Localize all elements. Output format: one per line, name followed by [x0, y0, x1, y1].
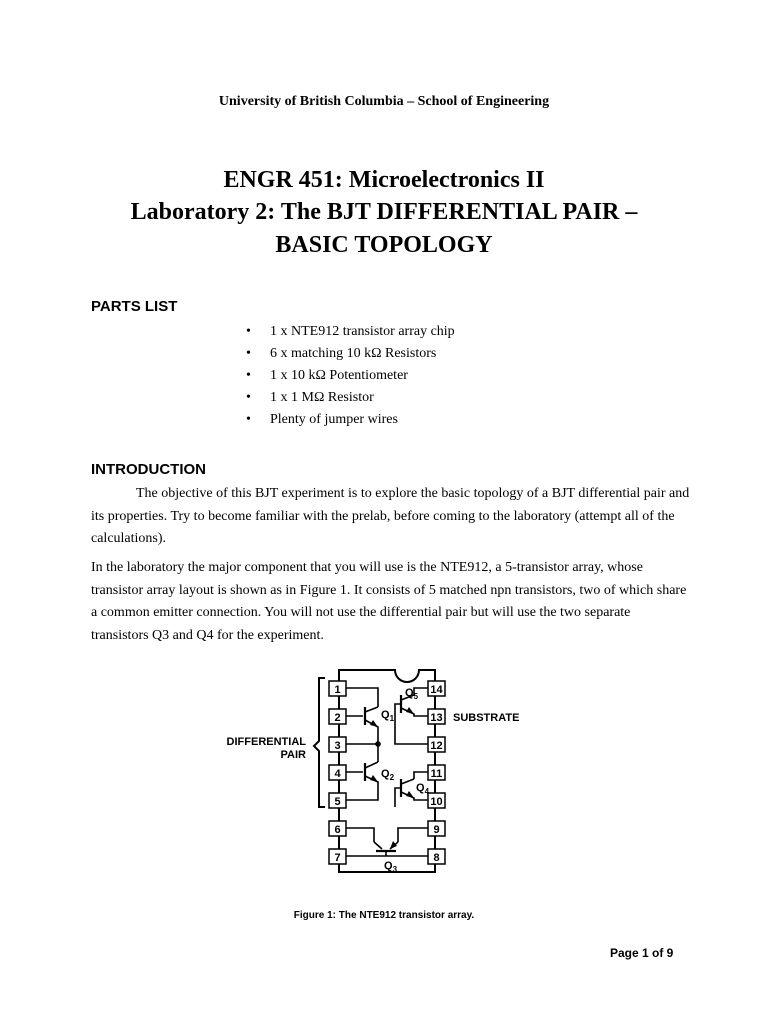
- figure-caption: Figure 1: The NTE912 transistor array.: [293, 910, 475, 921]
- parts-list-item: • 1 x 10 kΩ Potentiometer: [246, 365, 455, 387]
- q1-emitter-arrow: [370, 720, 378, 727]
- lab-title-line1: Laboratory 2: The BJT DIFFERENTIAL PAIR –: [130, 199, 638, 225]
- parts-list-item: • 1 x 1 MΩ Resistor: [246, 387, 455, 409]
- parts-list-item: • Plenty of jumper wires: [246, 409, 455, 431]
- q5-emitter-arrow: [406, 707, 414, 714]
- q3-left-wire: [346, 828, 374, 842]
- pin-label: 8: [433, 852, 440, 864]
- q4-label: Q: [416, 782, 425, 794]
- pin-label: 7: [334, 852, 341, 864]
- svg-text:Q2: $Q_2$: [381, 768, 395, 782]
- pin-label: 1: [334, 684, 341, 696]
- institution-header: University of British Columbia – School of Engineering: [218, 94, 550, 109]
- q2-label: Q: [381, 768, 390, 780]
- pin-label: 4: [334, 768, 341, 780]
- pin-label: 11: [430, 768, 443, 780]
- pin-label: 10: [430, 796, 443, 808]
- parts-list-heading: PARTS LIST: [91, 298, 178, 315]
- parts-list-item: • 6 x matching 10 kΩ Resistors: [246, 343, 455, 365]
- q5-label: Q: [405, 687, 414, 699]
- intro-paragraph-2: In the laboratory the major component that you will use is the NTE912, a 5-transistor array, whose transistor array layout is shown as in Figure 1. It consists of 5 matched npn transistors, two of which share a common emitter connection. You will not use the differential pair but will use the two separate transistors Q3 and Q4 for the experiment.: [91, 560, 687, 643]
- bullet-icon: •: [246, 412, 251, 427]
- pin-label: 2: [334, 712, 341, 724]
- nte912-pinout-figure: [210, 665, 540, 880]
- intro-paragraph-1: The objective of this BJT experiment is to explore the basic topology of a BJT differential pair and its properties. Try to become familiar with the prelab, before coming to the laboratory (attempt all of the calculations).: [91, 486, 690, 546]
- q4-collector-wire: [414, 772, 428, 779]
- svg-text:Q3: $Q_3$: [384, 860, 398, 874]
- q3-emitter-arrow: [390, 841, 397, 849]
- svg-text:Q1: $Q_1$: [381, 709, 395, 723]
- q1-label: Q: [381, 709, 390, 721]
- pin-label: 9: [433, 824, 440, 836]
- svg-text:Q5: $Q_5$: [405, 687, 419, 701]
- q2-legs: [346, 762, 378, 800]
- q3-label: Q: [384, 860, 393, 872]
- q2-emitter-arrow: [370, 775, 378, 782]
- parts-list: [246, 321, 455, 431]
- svg-text:Q4: $Q_4$: [416, 782, 430, 796]
- junction-dot: [375, 741, 381, 747]
- bullet-icon: •: [246, 368, 251, 383]
- pair-label: PAIR: [280, 749, 306, 761]
- differential-bracket: [314, 678, 325, 807]
- lab-title-line2: BASIC TOPOLOGY: [275, 232, 493, 258]
- pin-label: 12: [430, 740, 443, 752]
- bullet-icon: •: [246, 324, 251, 339]
- substrate-label: SUBSTRATE: [453, 712, 520, 724]
- bullet-icon: •: [246, 346, 251, 361]
- introduction-heading: INTRODUCTION: [91, 461, 206, 478]
- q4-emitter-arrow: [406, 791, 414, 798]
- q3-right-wire: [398, 828, 428, 842]
- page-number: Page 1 of 9: [610, 946, 674, 960]
- q1-collector-wire: [346, 688, 378, 707]
- pin-label: 13: [430, 712, 443, 724]
- pin-label: 14: [430, 684, 443, 696]
- pin-label: 3: [334, 740, 341, 752]
- course-title: ENGR 451: Microelectronics II: [223, 167, 545, 193]
- bullet-icon: •: [246, 390, 251, 405]
- differential-label: DIFFERENTIAL: [226, 736, 306, 748]
- parts-list-item: • 1 x NTE912 transistor array chip: [246, 321, 455, 343]
- pin-label: 5: [334, 796, 341, 808]
- pin-label: 6: [334, 824, 341, 836]
